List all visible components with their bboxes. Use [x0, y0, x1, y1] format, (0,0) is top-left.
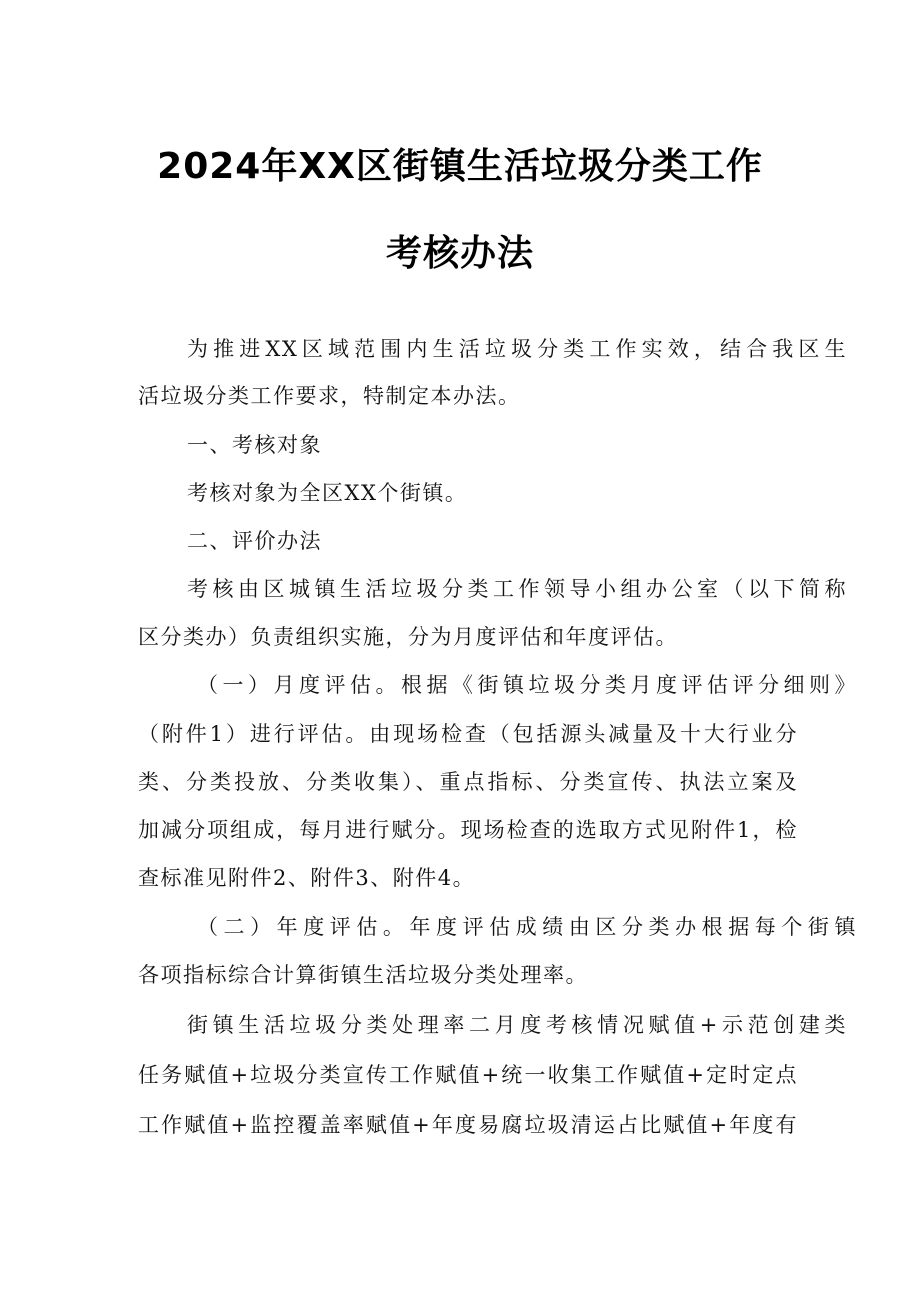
- paragraph-line: 类、分类投放、分类收集）、重点指标、分类宣传、执法立案及: [138, 770, 798, 794]
- paragraph-line: 工作赋值+监控覆盖率赋值+年度易腐垃圾清运占比赋值+年度有: [138, 1113, 798, 1137]
- document-title-line-2: 考核办法: [385, 233, 534, 274]
- paragraph-line: 活垃圾分类工作要求，特制定本办法。: [138, 384, 521, 408]
- paragraph-line: （一）月度评估。根据《街镇垃圾分类月度评估评分细则》: [197, 673, 857, 697]
- section-heading: 二、评价办法: [187, 529, 322, 553]
- paragraph-line: 为推进XX区域范围内生活垃圾分类工作实效，结合我区生: [187, 337, 847, 361]
- paragraph-line: 街镇生活垃圾分类处理率二月度考核情况赋值+示范创建类: [187, 1013, 847, 1037]
- document-title-line-1: 2024年XX区街镇生活垃圾分类工作: [157, 146, 763, 187]
- section-heading: 一、考核对象: [187, 433, 322, 457]
- paragraph-line: 任务赋值+垃圾分类宣传工作赋值+统一收集工作赋值+定时定点: [138, 1063, 798, 1087]
- paragraph-line: 考核由区城镇生活垃圾分类工作领导小组办公室（以下简称: [187, 577, 847, 601]
- paragraph-line: 区分类办）负责组织实施，分为月度评估和年度评估。: [138, 625, 678, 649]
- paragraph-line: 各项指标综合计算街镇生活垃圾分类处理率。: [138, 963, 588, 987]
- paragraph-line: （附件1）进行评估。由现场检查（包括源头减量及十大行业分: [138, 722, 798, 746]
- paragraph-line: 考核对象为全区XX个街镇。: [187, 481, 468, 505]
- paragraph-line: 查标准见附件2、附件3、附件4。: [138, 866, 476, 890]
- paragraph-line: （二）年度评估。年度评估成绩由区分类办根据每个街镇: [197, 915, 857, 939]
- paragraph-line: 加减分项组成，每月进行赋分。现场检查的选取方式见附件1，检: [138, 818, 798, 842]
